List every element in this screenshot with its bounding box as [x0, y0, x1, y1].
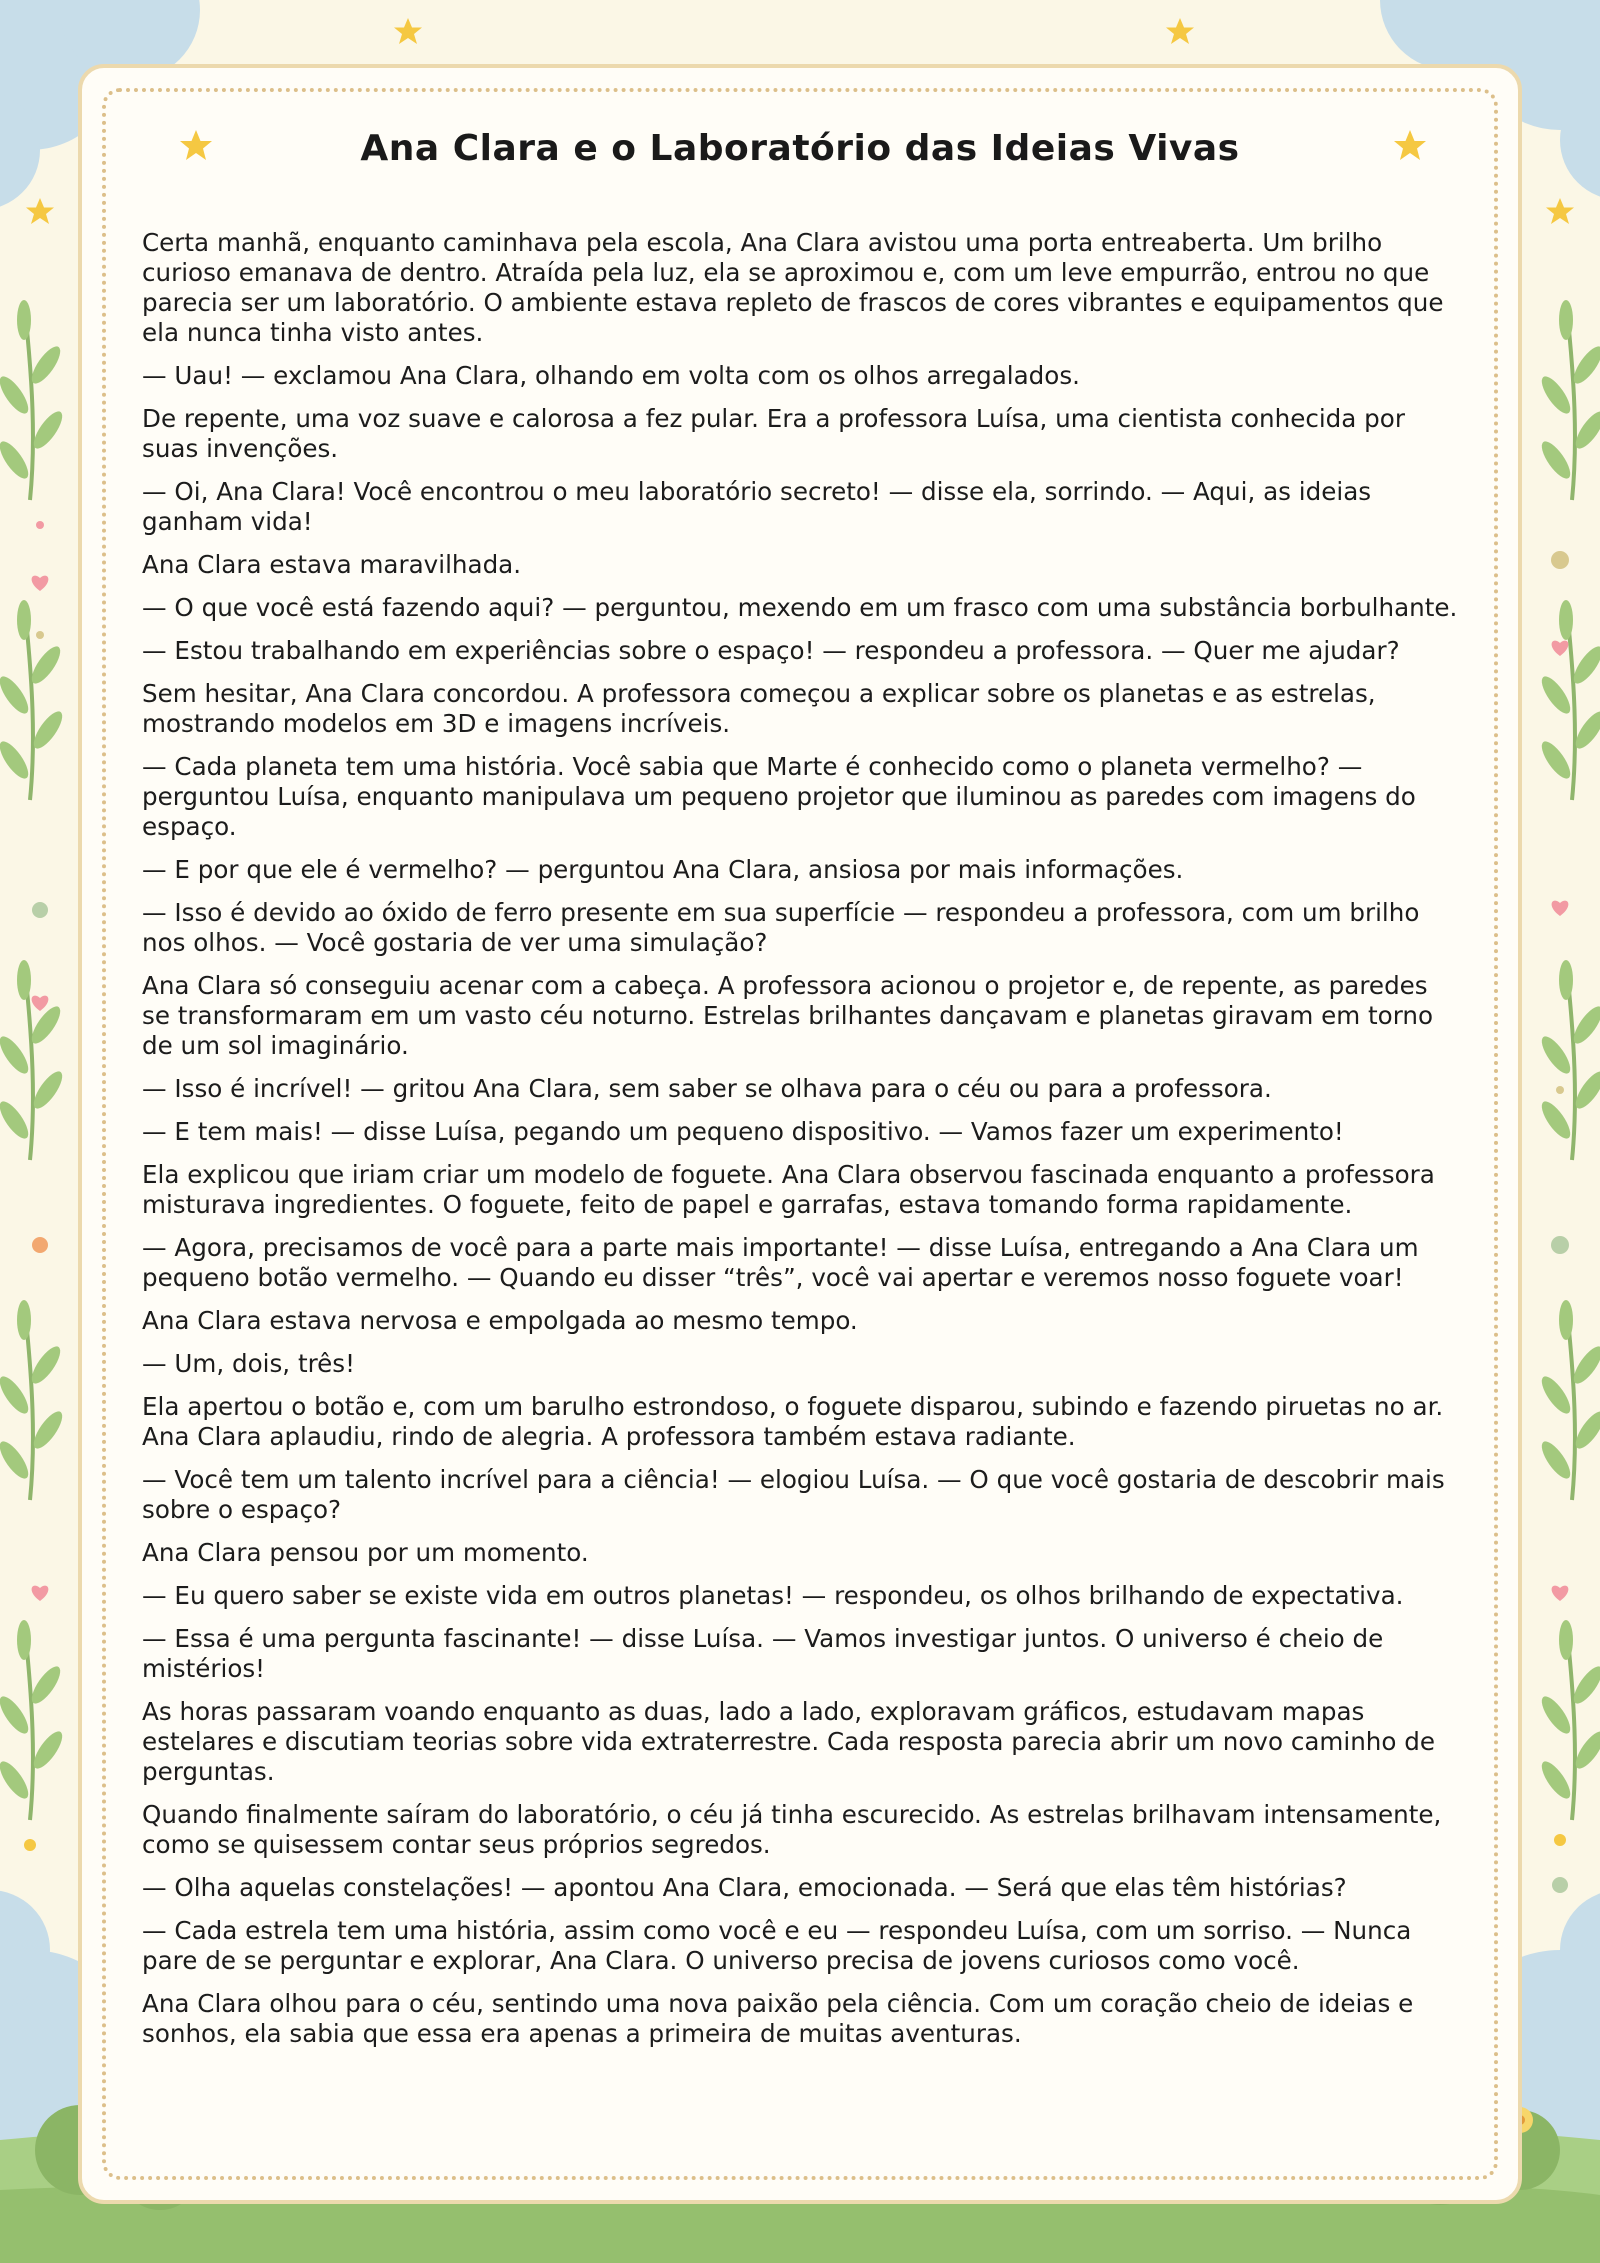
story-paragraph: — Eu quero saber se existe vida em outros planetas! — respondeu, os olhos brilhando de expectativa. [142, 1581, 1404, 1610]
story-paragraph: — Um, dois, três! [142, 1349, 355, 1378]
story-paragraph: As horas passaram voando enquanto as duas, lado a lado, exploravam gráficos, estudavam mapas estelares e discutiam teorias sobre vida extraterrestre. Cada resposta parecia abrir um novo caminho de perguntas. [142, 1697, 1435, 1786]
branch-left-2 [0, 600, 67, 800]
story-paragraph: — Isso é incrível! — gritou Ana Clara, sem saber se olhava para o céu ou para a professora. [142, 1074, 1272, 1103]
branch-right-1 [1537, 300, 1600, 500]
story-body [142, 228, 1458, 2062]
branch-left-5 [0, 1620, 67, 1820]
story-title: Ana Clara e o Laboratório das Ideias Vivas [360, 128, 1240, 169]
story-paragraph: De repente, uma voz suave e calorosa a fez pular. Era a professora Luísa, uma cientista conhecida por suas invenções. [142, 404, 1405, 463]
story-paragraph: Ana Clara olhou para o céu, sentindo uma nova paixão pela ciência. Com um coração cheio de ideias e sonhos, ela sabia que essa era apenas a primeira de muitas aventuras. [142, 1989, 1414, 2048]
branch-right-5 [1537, 1620, 1600, 1820]
story-paragraph: — O que você está fazendo aqui? — perguntou, mexendo em um frasco com uma substância borbulhante. [142, 593, 1458, 622]
story-paragraph: Ana Clara estava nervosa e empolgada ao mesmo tempo. [142, 1306, 858, 1335]
branch-right-4 [1537, 1300, 1600, 1500]
story-paragraph: Ana Clara estava maravilhada. [142, 550, 522, 579]
story-paragraph: — Essa é uma pergunta fascinante! — disse Luísa. — Vamos investigar juntos. O universo é cheio de mistérios! [142, 1624, 1384, 1683]
story-paragraph: — Cada estrela tem uma história, assim como você e eu — respondeu Luísa, com um sorriso. — Nunca pare de se perguntar e explorar, Ana Clara. O universo precisa de jovens curiosos como você. [142, 1916, 1412, 1975]
story-paragraph: Certa manhã, enquanto caminhava pela escola, Ana Clara avistou uma porta entreaberta. Um brilho curioso emanava de dentro. Atraída pela luz, ela se aproximou e, com um leve empurrão, entrou no que parecia ser um laboratório. O ambiente estava repleto de frascos de cores vibrantes e equipamentos que ela nunca tinha visto antes. [142, 228, 1444, 347]
story-paragraph: — Você tem um talento incrível para a ciência! — elogiou Luísa. — O que você gostaria de descobrir mais sobre o espaço? [142, 1465, 1445, 1524]
story-paragraph: — Agora, precisamos de você para a parte mais importante! — disse Luísa, entregando a Ana Clara um pequeno botão vermelho. — Quando eu disser “três”, você vai apertar e veremos nosso foguete voar! [142, 1233, 1419, 1292]
story-paragraph: — Oi, Ana Clara! Você encontrou o meu laboratório secreto! — disse ela, sorrindo. — Aqui, as ideias ganham vida! [142, 477, 1372, 536]
story-paragraph: — Uau! — exclamou Ana Clara, olhando em volta com os olhos arregalados. [142, 361, 1080, 390]
branch-right-2 [1537, 600, 1600, 800]
story-paragraph: — Isso é devido ao óxido de ferro presente em sua superfície — respondeu a professora, com um brilho nos olhos. — Você gostaria de ver uma simulação? [142, 898, 1420, 957]
story-paragraph: Ana Clara só conseguiu acenar com a cabeça. A professora acionou o projetor e, de repente, as paredes se transformaram em um vasto céu noturno. Estrelas brilhantes dançavam e planetas giravam em torno de um sol imaginário. [142, 971, 1434, 1060]
story-paragraph: — E tem mais! — disse Luísa, pegando um pequeno dispositivo. — Vamos fazer um experimento! [142, 1117, 1344, 1146]
story-paragraph: Ana Clara pensou por um momento. [142, 1538, 589, 1567]
story-paragraph: — Olha aquelas constelações! — apontou Ana Clara, emocionada. — Será que elas têm histórias? [142, 1873, 1347, 1902]
story-paragraph: — E por que ele é vermelho? — perguntou Ana Clara, ansiosa por mais informações. [142, 855, 1184, 884]
story-paragraph: — Cada planeta tem uma história. Você sabia que Marte é conhecido como o planeta vermelho? — perguntou Luísa, enquanto manipulava um pequeno projetor que iluminou as paredes com imagens do espaço. [142, 752, 1416, 841]
branch-left-3 [0, 960, 67, 1160]
story-paragraph: — Estou trabalhando em experiências sobre o espaço! — respondeu a professora. — Quer me ajudar? [142, 636, 1400, 665]
branch-left-4 [0, 1300, 67, 1500]
branch-left-1 [0, 300, 67, 500]
story-paragraph: Sem hesitar, Ana Clara concordou. A professora começou a explicar sobre os planetas e as estrelas, mostrando modelos em 3D e imagens incríveis. [142, 679, 1376, 738]
branch-right-3 [1537, 960, 1600, 1160]
story-paragraph: Ela apertou o botão e, com um barulho estrondoso, o foguete disparou, subindo e fazendo piruetas no ar. Ana Clara aplaudiu, rindo de alegria. A professora também estava radiante. [142, 1392, 1444, 1451]
story-paragraph: Quando finalmente saíram do laboratório, o céu já tinha escurecido. As estrelas brilhavam intensamente, como se quisessem contar seus próprios segredos. [142, 1800, 1442, 1859]
story-paragraph: Ela explicou que iriam criar um modelo de foguete. Ana Clara observou fascinada enquanto a professora misturava ingredientes. O foguete, feito de papel e garrafas, estava tomando forma rapidamente. [142, 1160, 1435, 1219]
